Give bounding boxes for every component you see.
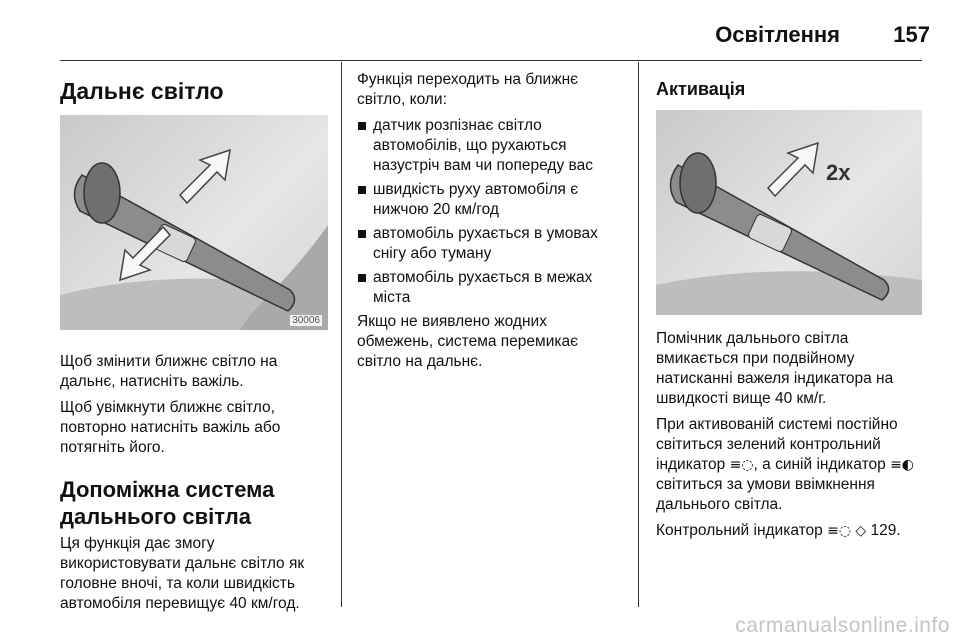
section-heading-high-beam: Дальнє світло xyxy=(60,78,224,104)
list-item: автомобіль рухається в умовах снігу або туману xyxy=(357,224,622,264)
paragraph: Помічник дальнього світла вмикається при подвійному натисканні важеля індикатора на швидкості вище 40 км/г. xyxy=(656,330,894,407)
column-divider-2 xyxy=(638,62,639,607)
lever-push-pull-figure xyxy=(60,115,328,330)
column-divider-1 xyxy=(341,62,342,607)
page-reference[interactable]: 129. xyxy=(870,522,901,539)
arrow-up-icon xyxy=(768,143,818,196)
list-item: автомобіль рухається в межах міста xyxy=(357,268,622,308)
column-3 xyxy=(656,70,922,547)
double-press-label: 2x xyxy=(826,160,851,185)
paragraph: Щоб змінити ближнє світло на дальнє, натисніть важіль. xyxy=(60,353,278,390)
paragraph: Щоб увімкнути ближнє світло, повторно натисніть важіль або потягніть його. xyxy=(60,399,281,456)
high-beam-assist-icon: ≡◌ xyxy=(827,523,852,539)
lever-double-push-figure xyxy=(656,110,922,315)
paragraph: Контрольний індикатор ≡◌ ◇ 129. xyxy=(656,522,901,539)
list-item: датчик розпізнає світло автомобілів, що рухаються назустріч вам чи попереду вас xyxy=(357,116,622,176)
section-heading-activation: Активація xyxy=(656,79,746,99)
paragraph: При активованій системі постійно світиться зелений контрольний індикатор ≡◌, а синій індикатор ≡◐ світиться за умови ввімкнення дальнього світла. xyxy=(656,416,915,513)
figure-id: 30006 xyxy=(292,315,320,326)
page-number: 157 xyxy=(893,22,930,47)
lever-illustration xyxy=(60,115,328,330)
paragraph: Функція переходить на ближнє світло, коли: xyxy=(357,71,579,108)
watermark: carmanualsonline.info xyxy=(735,614,950,637)
condition-list xyxy=(357,116,622,308)
column-1 xyxy=(60,70,328,620)
section-heading-high-beam-assist: Допоміжна система дальнього світла xyxy=(60,477,275,529)
page-reference-icon[interactable]: ◇ xyxy=(855,523,867,539)
paragraph: Ця функція дає змогу використовувати дальнє світло як головне вночі, та коли швидкість автомобіля перевищує 40 км/год. xyxy=(60,535,305,612)
lever-illustration xyxy=(656,110,922,315)
high-beam-icon: ≡◐ xyxy=(890,457,915,473)
paragraph: Якщо не виявлено жодних обмежень, система перемикає світло на дальнє. xyxy=(357,313,579,370)
high-beam-assist-icon: ≡◌ xyxy=(729,457,754,473)
list-item: швидкість руху автомобіля є нижчою 20 км/год xyxy=(357,180,622,220)
arrow-up-icon xyxy=(180,150,230,203)
header-divider xyxy=(60,60,922,61)
column-2 xyxy=(357,70,622,378)
chapter-title: Освітлення xyxy=(715,22,840,47)
